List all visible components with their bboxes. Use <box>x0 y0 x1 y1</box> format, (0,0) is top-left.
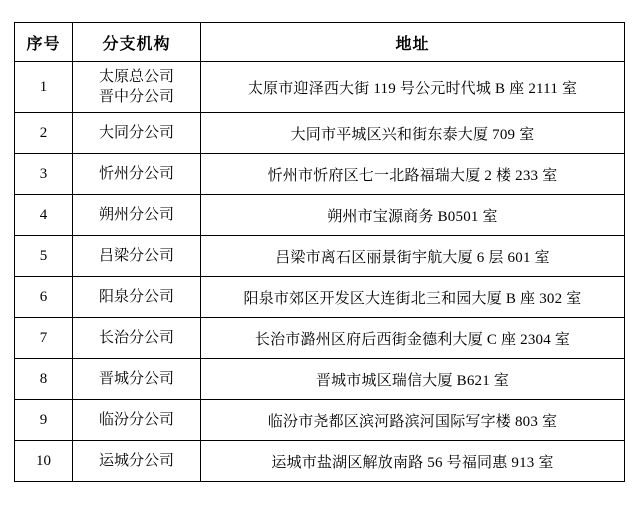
cell-no: 5 <box>15 236 73 277</box>
branch-name-line: 大同分公司 <box>98 124 174 141</box>
cell-address: 晋城市城区瑞信大厦 B621 室 <box>201 359 625 400</box>
cell-branch <box>73 400 201 441</box>
cell-branch <box>73 236 201 277</box>
cell-branch <box>73 113 201 154</box>
cell-no: 9 <box>15 400 73 441</box>
cell-address: 吕梁市离石区丽景街宇航大厦 6 层 601 室 <box>201 236 625 277</box>
cell-address: 长治市潞州区府后西街金德利大厦 C 座 2304 室 <box>201 318 625 359</box>
cell-no: 6 <box>15 277 73 318</box>
branch-name-line: 长治分公司 <box>98 329 174 346</box>
cell-branch <box>73 441 201 482</box>
table-row <box>15 236 625 277</box>
branch-name-line: 吕梁分公司 <box>98 247 174 264</box>
branch-office-table <box>14 22 625 482</box>
cell-branch <box>73 195 201 236</box>
table-row <box>15 318 625 359</box>
table-row <box>15 277 625 318</box>
table-row <box>15 113 625 154</box>
branch-name-line: 朔州分公司 <box>98 206 174 223</box>
cell-address: 朔州市宝源商务 B0501 室 <box>201 195 625 236</box>
cell-no: 2 <box>15 113 73 154</box>
branch-name-line: 忻州分公司 <box>98 165 174 182</box>
cell-address: 大同市平城区兴和街东泰大厦 709 室 <box>201 113 625 154</box>
document-page <box>0 22 640 522</box>
cell-no: 7 <box>15 318 73 359</box>
branch-name-line: 运城分公司 <box>98 452 174 469</box>
table-header <box>15 23 625 62</box>
cell-address: 运城市盐湖区解放南路 56 号福同惠 913 室 <box>201 441 625 482</box>
table-row <box>15 441 625 482</box>
table-row <box>15 154 625 195</box>
table-body <box>15 62 625 482</box>
cell-branch <box>73 359 201 400</box>
branch-name-line: 临汾分公司 <box>98 411 174 428</box>
branch-name-line: 晋中分公司 <box>98 89 174 105</box>
cell-branch <box>73 154 201 195</box>
cell-no: 4 <box>15 195 73 236</box>
table-row <box>15 195 625 236</box>
branch-name-line: 太原总公司 <box>98 68 174 85</box>
table-row <box>15 62 625 113</box>
cell-address: 临汾市尧都区滨河路滨河国际写字楼 803 室 <box>201 400 625 441</box>
table-row <box>15 359 625 400</box>
cell-no: 3 <box>15 154 73 195</box>
table-header-row <box>15 23 625 62</box>
cell-no: 10 <box>15 441 73 482</box>
cell-address: 阳泉市郊区开发区大连街北三和园大厦 B 座 302 室 <box>201 277 625 318</box>
cell-address: 忻州市忻府区七一北路福瑞大厦 2 楼 233 室 <box>201 154 625 195</box>
cell-branch <box>73 318 201 359</box>
column-header-address: 地址 <box>201 23 625 62</box>
cell-address: 太原市迎泽西大街 119 号公元时代城 B 座 2111 室 <box>201 62 625 113</box>
cell-no: 8 <box>15 359 73 400</box>
cell-branch <box>73 62 201 113</box>
cell-no: 1 <box>15 62 73 113</box>
table-row <box>15 400 625 441</box>
cell-branch <box>73 277 201 318</box>
column-header-no: 序号 <box>15 23 73 62</box>
branch-name-line: 阳泉分公司 <box>98 288 174 305</box>
column-header-branch: 分支机构 <box>73 23 201 62</box>
branch-name-line: 晋城分公司 <box>98 370 174 387</box>
